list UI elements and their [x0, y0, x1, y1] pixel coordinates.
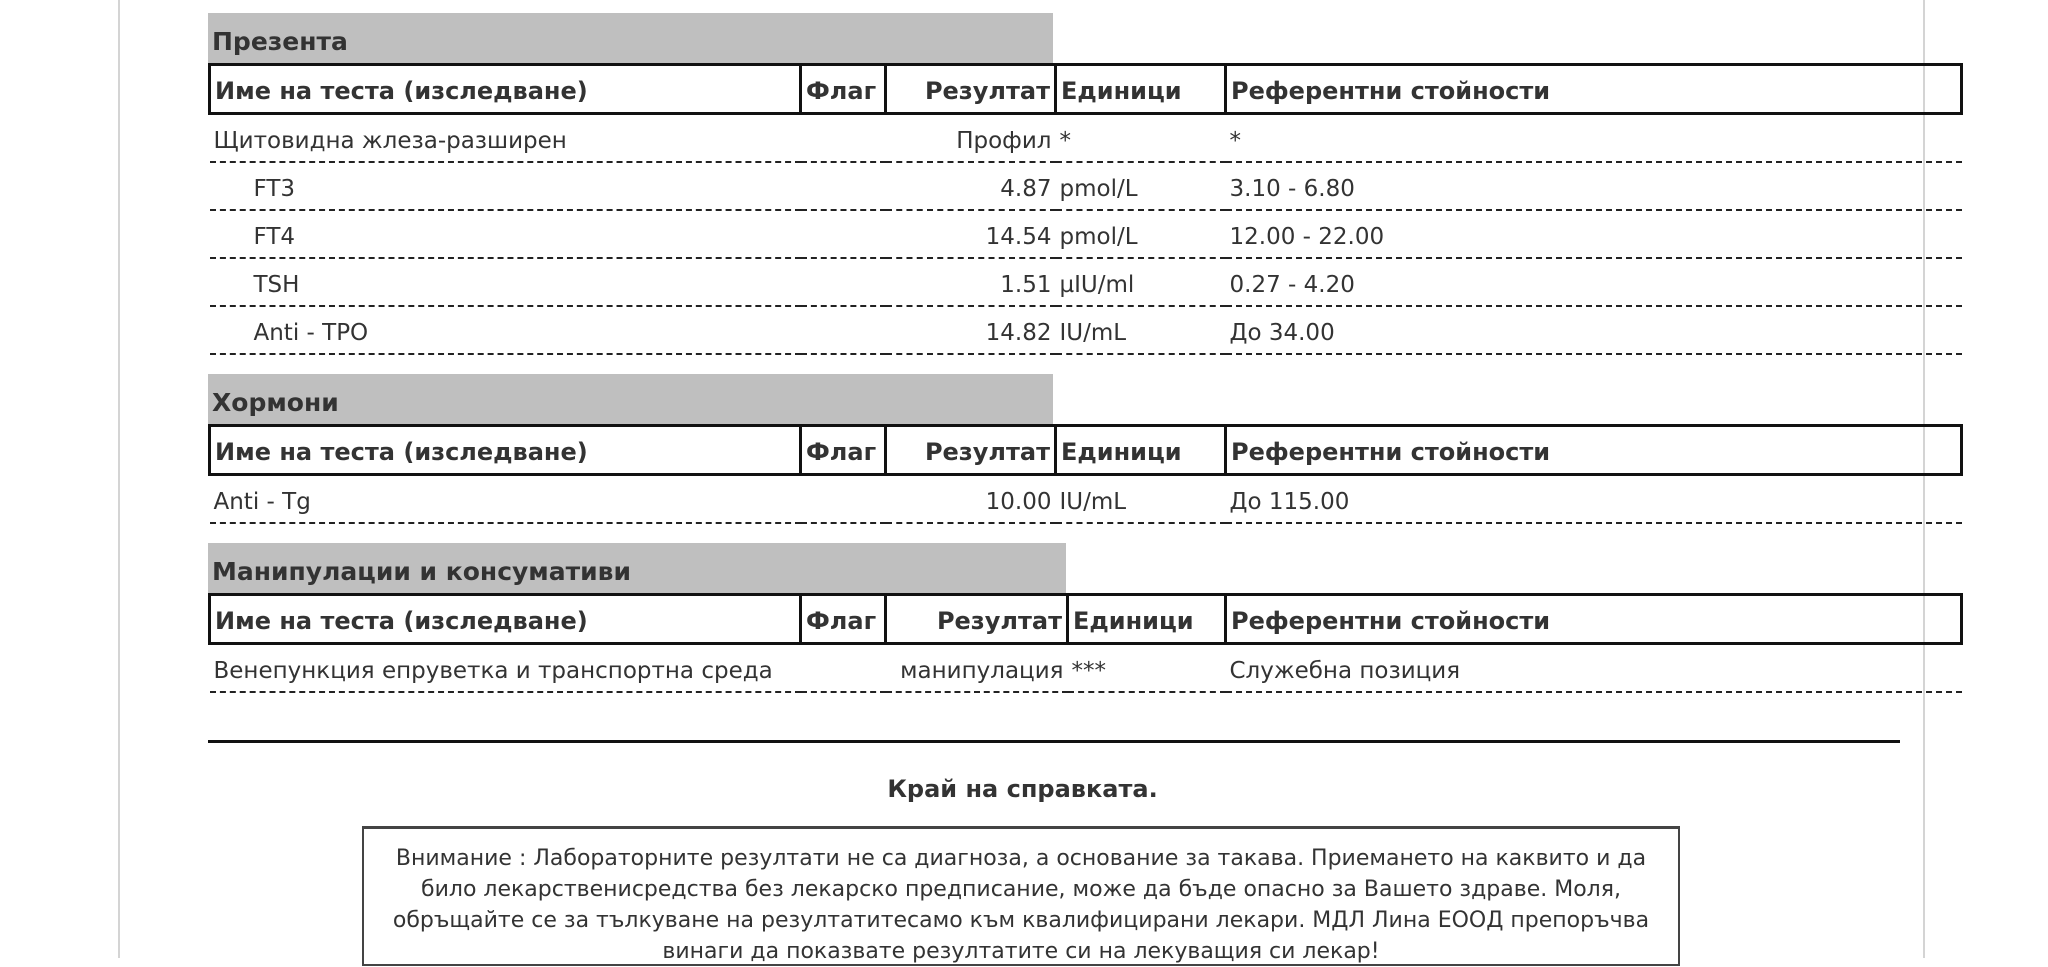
units: IU/mL — [1056, 475, 1226, 523]
col-units: Единици — [1056, 426, 1226, 475]
test-name: Венепункция епруветка и транспортна среда — [210, 644, 801, 692]
col-units: Единици — [1068, 595, 1226, 644]
table-row — [210, 162, 1962, 210]
units: pmol/L — [1056, 162, 1226, 210]
test-name: TSH — [210, 258, 801, 306]
col-flag: Флаг — [801, 595, 886, 644]
section-2 — [208, 374, 1900, 524]
disclaimer-line: Внимание : Лабораторните резултати не са диагноза, а основание за такава. Приемането на каквито и да — [395, 846, 1647, 871]
col-ref: Референтни стойности — [1226, 595, 1962, 644]
units: µIU/ml — [1056, 258, 1226, 306]
flag — [801, 644, 886, 692]
col-ref: Референтни стойности — [1226, 65, 1962, 114]
test-name: Anti - TPO — [210, 306, 801, 354]
result: 14.82 — [886, 306, 1056, 354]
divider — [208, 740, 1900, 743]
results-table — [208, 63, 1963, 355]
flag — [801, 306, 886, 354]
flag — [801, 258, 886, 306]
flag — [801, 475, 886, 523]
flag — [801, 210, 886, 258]
results-table — [208, 424, 1963, 524]
disclaimer-line: било лекарственисредства без лекарско предписание, може да бъде опасно за Вашето здраве. Моля, — [421, 877, 1621, 902]
section-1 — [208, 13, 1900, 355]
col-name: Име на теста (изследване) — [210, 595, 801, 644]
result: манипулация — [886, 644, 1068, 692]
test-name: Anti - Tg — [210, 475, 801, 523]
reference: До 34.00 — [1226, 306, 1962, 354]
flag — [801, 162, 886, 210]
flag — [801, 114, 886, 162]
result: 1.51 — [886, 258, 1056, 306]
table-row — [210, 258, 1962, 306]
result: 10.00 — [886, 475, 1056, 523]
results-table — [208, 593, 1963, 693]
table-row — [210, 114, 1962, 162]
reference: Служебна позиция — [1226, 644, 1962, 692]
units: IU/mL — [1056, 306, 1226, 354]
test-name: FT3 — [210, 162, 801, 210]
section-title: Хормони — [208, 374, 1053, 424]
table-row — [210, 644, 1962, 692]
disclaimer-box — [362, 826, 1680, 966]
section-title: Манипулации и консумативи — [208, 543, 1066, 593]
reference: * — [1226, 114, 1962, 162]
reference: 3.10 - 6.80 — [1226, 162, 1962, 210]
section-3 — [208, 543, 1900, 693]
col-result: Резултат — [886, 426, 1056, 475]
units: * — [1056, 114, 1226, 162]
table-row — [210, 475, 1962, 523]
section-title: Презента — [208, 13, 1053, 63]
col-result: Резултат — [886, 65, 1056, 114]
col-result: Резултат — [886, 595, 1068, 644]
col-name: Име на теста (изследване) — [210, 65, 801, 114]
reference: До 115.00 — [1226, 475, 1962, 523]
reference: 0.27 - 4.20 — [1226, 258, 1962, 306]
table-header — [210, 65, 1962, 114]
table-header — [210, 595, 1962, 644]
col-flag: Флаг — [801, 426, 886, 475]
units: *** — [1068, 644, 1226, 692]
test-name: Щитовидна жлеза-разширен — [210, 114, 801, 162]
table-header — [210, 426, 1962, 475]
col-flag: Флаг — [801, 65, 886, 114]
result: 4.87 — [886, 162, 1056, 210]
col-name: Име на теста (изследване) — [210, 426, 801, 475]
result: 14.54 — [886, 210, 1056, 258]
disclaimer-line: обръщайте се за тълкуване на резултатитесамо към квалифицирани лекари. МДЛ Лина ЕООД препоръчва — [392, 908, 1650, 933]
result: Профил — [886, 114, 1056, 162]
reference: 12.00 - 22.00 — [1226, 210, 1962, 258]
report-end: Край на справката. — [887, 775, 1158, 803]
units: pmol/L — [1056, 210, 1226, 258]
test-name: FT4 — [210, 210, 801, 258]
disclaimer-line: винаги да показвате резултатите си на лекуващия си лекар! — [662, 939, 1380, 964]
table-row — [210, 210, 1962, 258]
col-units: Единици — [1056, 65, 1226, 114]
col-ref: Референтни стойности — [1226, 426, 1962, 475]
table-row — [210, 306, 1962, 354]
